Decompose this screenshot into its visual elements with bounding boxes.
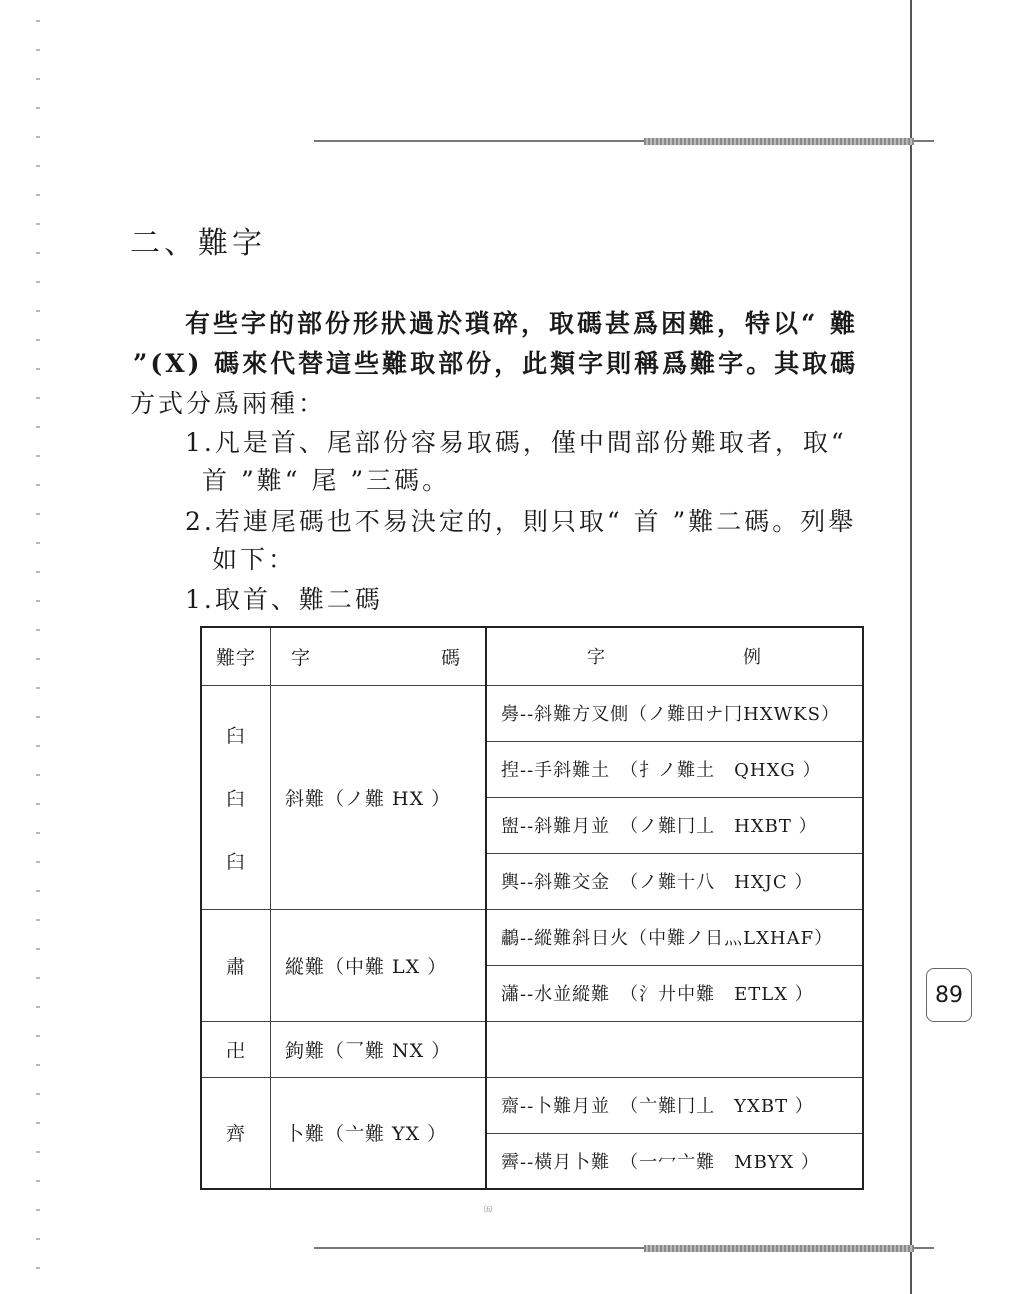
bottom-rule-bar bbox=[644, 1245, 914, 1252]
table-row bbox=[201, 685, 863, 741]
list-item-1: 1.凡是首、尾部份容易取碼，僅中間部份難取者，取“ bbox=[185, 428, 847, 457]
bottom-rule-tail bbox=[914, 1247, 934, 1249]
paragraph-line: 方式分爲兩種： bbox=[130, 389, 327, 418]
footer-mark: ㈤ bbox=[484, 1205, 492, 1214]
page-number: 89 bbox=[926, 968, 972, 1022]
paragraph-line: ”(X) 碼來代替這些難取部份，此類字則稱爲難字。其取碼 bbox=[133, 349, 859, 378]
example-cell: 盥--斜難月並 （ノ難冂丄 HXBT ） bbox=[486, 797, 863, 853]
header-examples: 字 例 bbox=[486, 627, 863, 685]
example-cell: 鷫--縱難斜日火（中難ノ日灬LXHAF） bbox=[486, 909, 863, 965]
page-edge-line bbox=[910, 0, 912, 1294]
top-rule-thin bbox=[314, 140, 644, 142]
section-heading: 二、難字 bbox=[130, 226, 266, 261]
code-cell: 卜難（亠難 YX ） bbox=[271, 1077, 487, 1189]
paragraph-line: 有些字的部份形狀過於瑣碎，取碼甚爲困難，特以“ 難 bbox=[185, 309, 859, 338]
example-cell: 揑--手斜難土 （扌ノ難土 QHXG ） bbox=[486, 741, 863, 797]
table-row bbox=[201, 1021, 863, 1077]
difficult-char-cell: 肅 bbox=[201, 909, 271, 1021]
header-difficult-char: 難字 bbox=[201, 627, 271, 685]
difficult-char-cell: 卍 bbox=[201, 1021, 271, 1077]
example-cell: 齋--卜難月並 （亠難冂丄 YXBT ） bbox=[486, 1077, 863, 1133]
example-cell: 臱--斜難方叉側（ノ難田ナ冂HXWKS） bbox=[486, 685, 863, 741]
top-rule-tail bbox=[914, 140, 934, 142]
example-cell: 瀟--水並縱難 （氵廾中難 ETLX ） bbox=[486, 965, 863, 1021]
code-cell: 斜難（ノ難 HX ） bbox=[271, 685, 487, 909]
binding-dots bbox=[36, 20, 40, 1270]
table-row bbox=[201, 1077, 863, 1133]
bottom-rule-thin bbox=[314, 1247, 644, 1249]
code-cell: 鉤難（乛難 NX ） bbox=[271, 1021, 487, 1077]
difficult-char-cell: 臼 臼 臼 bbox=[201, 685, 271, 909]
top-rule-bar bbox=[644, 138, 914, 145]
table-header-row bbox=[201, 627, 863, 685]
example-cell-empty bbox=[486, 1021, 863, 1077]
difficult-char-cell: 齊 bbox=[201, 1077, 271, 1189]
subheading: 1.取首、難二碼 bbox=[185, 585, 383, 614]
example-cell: 輿--斜難交金 （ノ難十八 HXJC ） bbox=[486, 853, 863, 909]
example-cell: 霽--橫月卜難 （一冖亠難 MBYX ） bbox=[486, 1133, 863, 1189]
header-code: 字 碼 bbox=[271, 627, 487, 685]
difficult-char-table bbox=[200, 626, 864, 1190]
list-item-2: 2.若連尾碼也不易決定的，則只取“ 首 ”難二碼。列舉 bbox=[185, 507, 857, 536]
code-cell: 縱難（中難 LX ） bbox=[271, 909, 487, 1021]
list-item-1-cont: 首 ”難“ 尾 ”三碼。 bbox=[202, 466, 451, 495]
list-item-2-cont: 如下： bbox=[212, 545, 297, 574]
table-row bbox=[201, 909, 863, 965]
